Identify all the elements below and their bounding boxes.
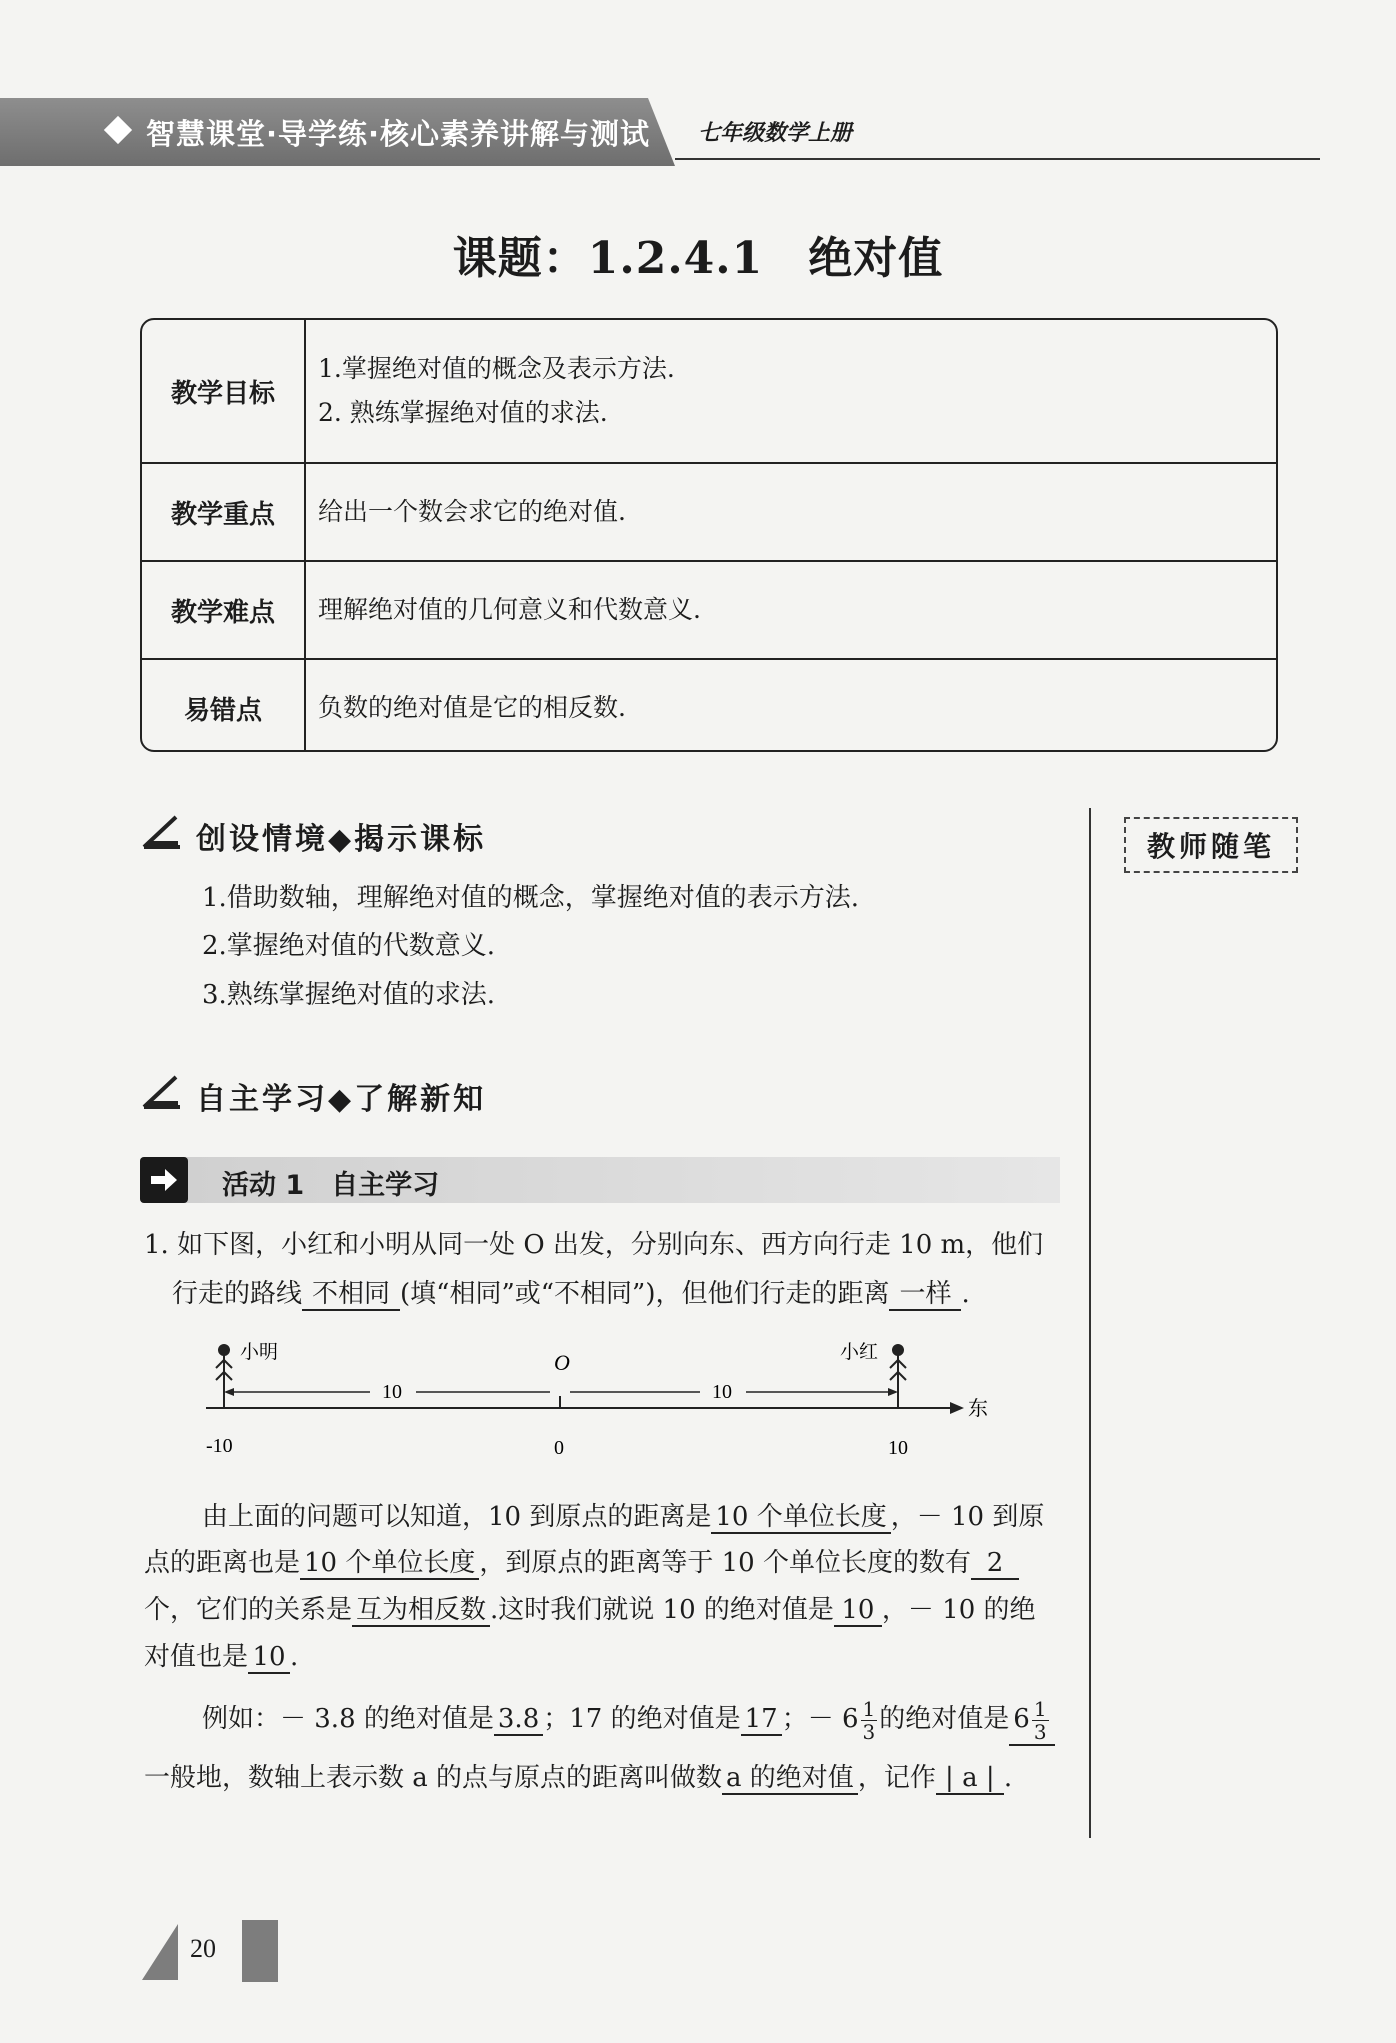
text: ；17 的绝对值是 [543, 1704, 741, 1734]
east-label: 东 [968, 1396, 988, 1420]
right-distance-arrow [570, 1388, 898, 1396]
goal-item: 3.熟练掌握绝对值的求法. [202, 980, 496, 1010]
page-corner-block [242, 1920, 278, 1982]
row-label: 教学重点 [142, 464, 306, 560]
text: ，－ 10 到原 [890, 1502, 1045, 1532]
page-corner-triangle [142, 1924, 178, 1980]
tick-label: 10 [888, 1437, 908, 1459]
row-content [306, 464, 1276, 560]
row-line: 2. 熟练掌握绝对值的求法. [318, 398, 608, 427]
row-line: 理解绝对值的几何意义和代数意义. [318, 595, 701, 624]
answer-blank: 10 [834, 1595, 882, 1627]
paragraph-line [144, 1593, 1036, 1627]
text: 由上面的问题可以知道，10 到原点的距离是 [202, 1502, 712, 1532]
answer-blank [1009, 1694, 1054, 1746]
text: .这时我们就说 10 的绝对值是 [490, 1595, 834, 1625]
distance-right-label: 10 [712, 1381, 732, 1403]
text: 点的距离也是 [144, 1548, 301, 1578]
answer-blank: 3.8 [494, 1704, 543, 1736]
number-line-figure [190, 1330, 1010, 1470]
fraction-denominator: 3 [1033, 1719, 1047, 1744]
question-1-line-2 [172, 1277, 970, 1311]
text: 一般地，数轴上表示数 a 的点与原点的距离叫做数 [144, 1763, 723, 1793]
activity-title: 活动 1 自主学习 [222, 1170, 440, 1201]
distance-left-label: 10 [382, 1381, 402, 1403]
answer-blank: 17 [741, 1704, 782, 1736]
answer-blank: a 的绝对值 [722, 1763, 858, 1795]
text: 行走的路线 [172, 1279, 303, 1309]
person-xiaohong-icon [890, 1345, 906, 1396]
examples-line [202, 1694, 1055, 1746]
question-1-line-1: 1. 如下图，小红和小明从同一处 O 出发，分别向东、西方向行走 10 m，他们 [144, 1230, 1044, 1260]
text: 例如：－ 3.8 的绝对值是 [202, 1704, 494, 1734]
answer-blank: 不相同 [302, 1279, 400, 1311]
fraction [1032, 1698, 1049, 1743]
answer-blank: | a | [936, 1763, 1004, 1795]
row-label: 教学难点 [142, 562, 306, 658]
row-content [306, 562, 1276, 658]
row-line: 负数的绝对值是它的相反数. [318, 693, 626, 722]
fraction-numerator: 1 [1033, 1696, 1047, 1721]
row-label: 教学目标 [142, 320, 306, 462]
row-line: 给出一个数会求它的绝对值. [318, 497, 626, 526]
fraction [861, 1698, 878, 1743]
header-rule [675, 158, 1320, 160]
label-xiaohong: 小红 [840, 1341, 879, 1363]
text: 对值也是 [144, 1642, 249, 1672]
teacher-notes-label: 教师随笔 [1124, 817, 1298, 873]
number-line-axis [206, 1402, 964, 1414]
table-row [142, 562, 1276, 660]
answer-blank: 一样 [889, 1279, 961, 1311]
label-xiaoming: 小明 [240, 1341, 279, 1363]
page-number: 20 [190, 1934, 216, 1963]
pencil-ruler-icon [140, 1073, 182, 1111]
answer-blank: 2 [971, 1548, 1019, 1580]
text: . [961, 1279, 970, 1309]
section-heading-context: 创设情境◆揭示课标 [196, 822, 487, 857]
paragraph-line [144, 1546, 1019, 1580]
text: . [1003, 1763, 1013, 1793]
arrow-right-icon [140, 1157, 188, 1203]
text: ，记作 [857, 1763, 936, 1793]
text: ；－ 6 [781, 1704, 859, 1734]
definition-line [144, 1761, 1012, 1795]
row-content [306, 660, 1276, 752]
text: . [290, 1642, 299, 1672]
teaching-info-table [140, 318, 1278, 752]
origin-label: O [554, 1350, 570, 1375]
series-title: 智慧课堂·导学练·核心素养讲解与测试 [146, 117, 651, 151]
text: 的绝对值是 [879, 1704, 1010, 1734]
goal-item: 2.掌握绝对值的代数意义. [202, 931, 496, 961]
fraction-denominator: 3 [862, 1719, 876, 1744]
answer-blank: 10 [248, 1642, 290, 1674]
page-title: 课题：1.2.4.1 绝对值 [452, 233, 944, 284]
tick-marks [224, 1396, 898, 1408]
tick-label: 0 [554, 1437, 564, 1459]
person-xiaoming-icon [216, 1345, 232, 1396]
fraction-numerator: 1 [862, 1696, 876, 1721]
paragraph-line [144, 1640, 298, 1674]
section-heading-self-study: 自主学习◆了解新知 [196, 1082, 487, 1117]
table-row [142, 320, 1276, 464]
row-content [306, 320, 1276, 462]
notes-divider [1089, 808, 1091, 1838]
grade-label: 七年级数学上册 [698, 121, 853, 146]
table-row [142, 660, 1276, 752]
row-line: 1.掌握绝对值的概念及表示方法. [318, 354, 675, 383]
table-row [142, 464, 1276, 562]
answer-blank: 10 个单位长度 [711, 1502, 890, 1534]
text: ，到原点的距离等于 10 个单位长度的数有 [479, 1548, 971, 1578]
tick-label: -10 [206, 1435, 233, 1457]
paragraph-line [202, 1500, 1044, 1534]
text: ，－ 10 的绝 [881, 1595, 1036, 1625]
text: 6 [1013, 1704, 1030, 1734]
answer-blank: 10 个单位长度 [300, 1548, 479, 1580]
text: (填“相同”或“不相同”)，但他们行走的距离 [400, 1279, 890, 1309]
row-label: 易错点 [142, 660, 306, 752]
pencil-ruler-icon [140, 813, 182, 851]
goal-item: 1.借助数轴，理解绝对值的概念，掌握绝对值的表示方法. [202, 883, 860, 913]
answer-blank: 互为相反数 [352, 1595, 490, 1627]
text: 个，它们的关系是 [144, 1595, 353, 1625]
